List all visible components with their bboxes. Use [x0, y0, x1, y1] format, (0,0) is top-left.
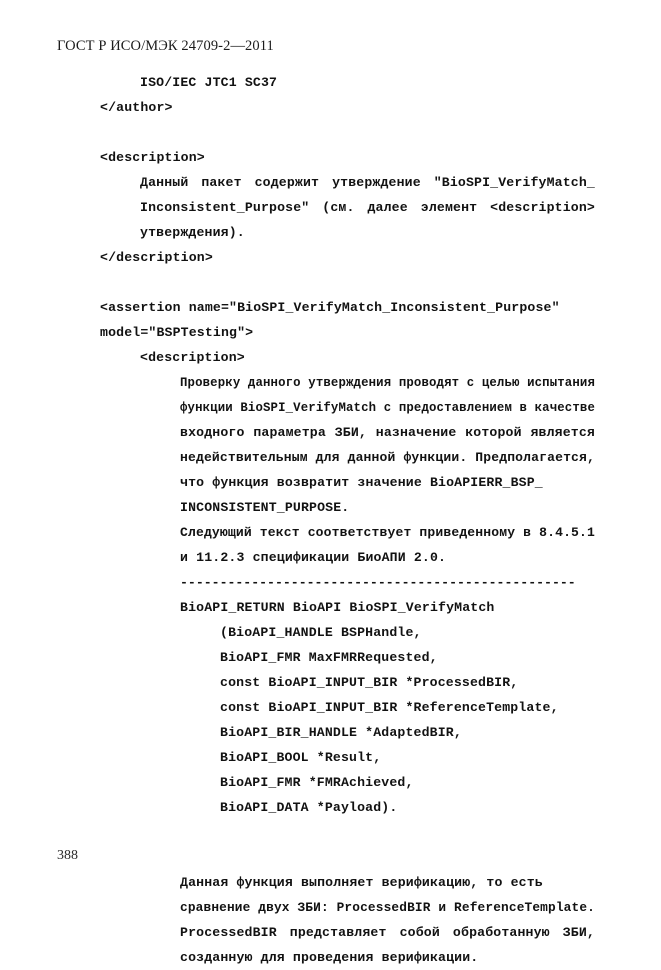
document-line: ProcessedBIR представляет собой обработанную ЗБИ, [180, 925, 595, 940]
document-line: созданную для проведения верификации. [180, 950, 479, 965]
blank-line [0, 120, 661, 145]
document-line: const BioAPI_INPUT_BIR *ProcessedBIR, [220, 675, 519, 690]
document-line: BioAPI_DATA *Payload). [220, 800, 398, 815]
page-header-standard-reference: ГОСТ Р ИСО/МЭК 24709-2—2011 [57, 38, 274, 54]
document-line: утверждения). [140, 225, 245, 240]
document-line: (BioAPI_HANDLE BSPHandle, [220, 625, 422, 640]
document-line: model="BSPTesting"> [100, 325, 254, 340]
document-line: </description> [100, 250, 213, 265]
document-line: <description> [140, 350, 245, 365]
blank-line [0, 270, 661, 295]
document-line: BioAPI_RETURN BioAPI BioSPI_VerifyMatch [180, 600, 495, 615]
document-line: Inconsistent_Purpose" (см. далее элемент <description> [140, 200, 595, 215]
document-line: функции BioSPI_VerifyMatch с предоставлением в качестве [180, 400, 595, 415]
document-body [0, 70, 661, 970]
document-line: входного параметра ЗБИ, назначение которой является [180, 425, 595, 440]
document-line: Проверку данного утверждения проводят с целью испытания [180, 375, 595, 390]
document-line: const BioAPI_INPUT_BIR *ReferenceTemplate, [220, 700, 559, 715]
page-number: 388 [57, 848, 78, 863]
blank-line [0, 845, 661, 870]
document-line: BioAPI_FMR *FMRAchieved, [220, 775, 414, 790]
document-line: сравнение двух ЗБИ: ProcessedBIR и ReferenceTemplate. [180, 900, 595, 915]
document-line: BioAPI_BIR_HANDLE *AdaptedBIR, [220, 725, 462, 740]
document-line: </author> [100, 100, 173, 115]
blank-line [0, 820, 661, 845]
document-line: и 11.2.3 спецификации БиоАПИ 2.0. [180, 550, 447, 565]
document-line: Данная функция выполняет верификацию, то есть [180, 875, 543, 890]
document-line: BioAPI_BOOL *Result, [220, 750, 382, 765]
document-line: INCONSISTENT_PURPOSE. [180, 500, 350, 515]
document-line: Данный пакет содержит утверждение "BioSPI_VerifyMatch_ [140, 175, 595, 190]
document-line: <description> [100, 150, 205, 165]
document-line: -------------------------------------------------- [180, 575, 576, 590]
document-line: <assertion name="BioSPI_VerifyMatch_Inconsistent_Purpose" [100, 300, 560, 315]
document-line: недействительным для данной функции. Предполагается, [180, 450, 595, 465]
document-line: ISO/IEC JTC1 SC37 [140, 75, 278, 90]
document-line: BioAPI_FMR MaxFMRRequested, [220, 650, 438, 665]
document-line: что функция возвратит значение BioAPIERR_BSP_ [180, 475, 543, 490]
document-line: Следующий текст соответствует приведенному в 8.4.5.1 [180, 525, 595, 540]
